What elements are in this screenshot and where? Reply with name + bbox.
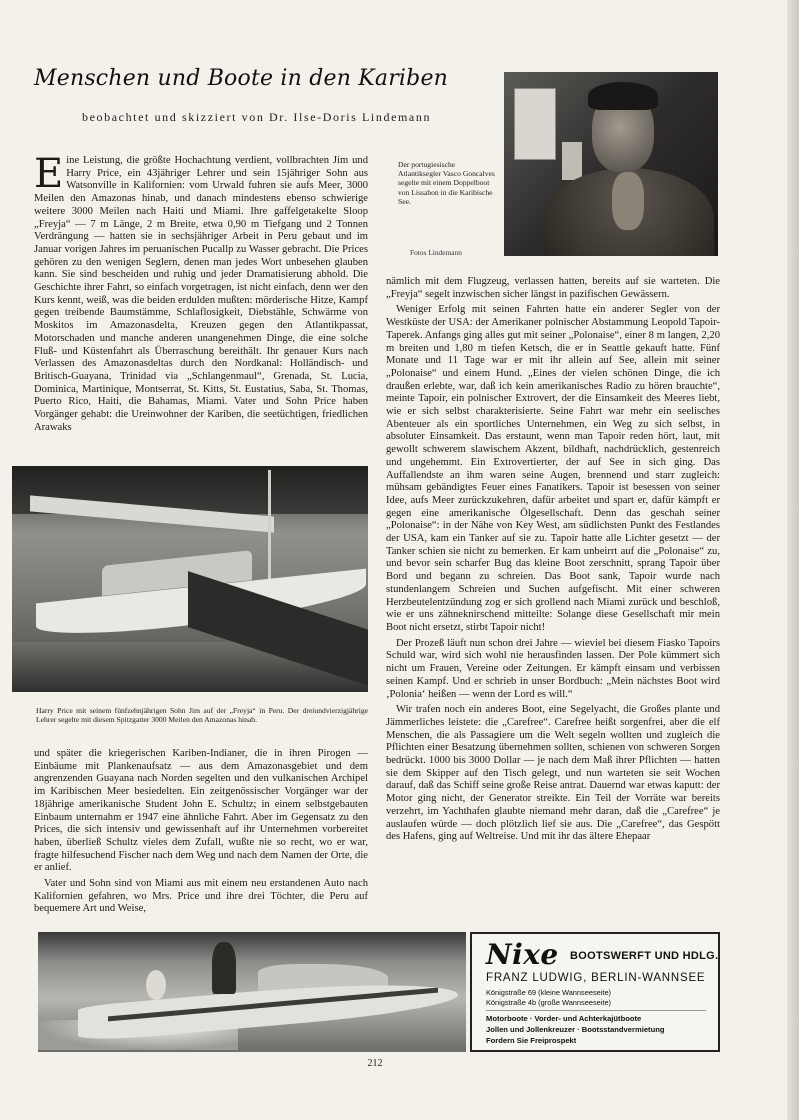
column-1-top (34, 155, 368, 463)
photo-passenger (146, 970, 166, 1000)
photo-helmsman (212, 942, 236, 994)
sailboat-photo (12, 466, 368, 692)
ad-offer: Motorboote · Vorder- und Achterkajütboote (486, 1014, 642, 1023)
ad-brand: Nixe (486, 938, 559, 971)
column-2 (386, 276, 720, 928)
page-edge (787, 0, 799, 1120)
sailboat-caption: Harry Price mit seinem fünfzehnjährigen Sohn Jim auf der „Freyja“ in Peru. Der dreiundvierzigjährige Lehrer segelte mit diesem Spitzgatter 3000 Meilen den Amazonas hinab. (36, 706, 368, 725)
ad-address: Königstraße 4b (große Wannseeseite) (486, 998, 612, 1007)
ad-offer: Jollen und Jollenkreuzer · Bootsstandvermietung (486, 1025, 665, 1034)
photo-credit: Fotos Lindemann (410, 248, 462, 257)
photo-poster (514, 88, 556, 160)
ad-address: Königstraße 69 (kleine Wannseeseite) (486, 988, 612, 997)
paragraph: Vater und Sohn sind von Miami aus mit einem neu erstandenen Auto nach Kalifornien gefahren, wo Mrs. Price und ihre drei Töchter, die Peru auf bequemere Art und Weise, (34, 878, 368, 915)
photo-hand (612, 172, 644, 230)
advertisement (470, 932, 720, 1052)
ad-call-to-action: Fordern Sie Freiprospekt (486, 1036, 577, 1045)
motorboat-photo (38, 932, 466, 1052)
page-number: 212 (367, 1058, 383, 1069)
ad-brand-subtitle: BOOTSWERFT UND HDLG. (570, 950, 719, 962)
paragraph: und später die kriegerischen Kariben-Indianer, die in ihren Pirogen — Einbäume mit Plankenaufsatz — aus dem Amazonasgebiet und dem angrenzenden Guayana nach Norden segelten und den vulkanischen Archipel im Karibischen Meer besiedelten. Ein zeitgenössischer Vorgänger war der 18jährige amerikanische Student John E. Schultz; in einem selbstgebauten Einbaum unternahm er 1947 eine ähnliche Fahrt. Aber im Gegensatz zu den Prices, die sich intensiv und gewissenhaft auf ihr Unternehmen vorbereitet haben, überließ Schultz vieles dem Zufall, wußte nie so recht, wo er war, fragte hilfesuchend Fischer nach dem Weg und nach dem Namen der Orte, die er anlief. (34, 748, 368, 874)
portrait-photo (504, 72, 718, 256)
paragraph: Wir trafen noch ein anderes Boot, eine Segelyacht, die Großes plante und Jämmerliches leistete: die „Carefree“. Carefree heißt sorgenfrei, aber die elf Menschen, die als Passagiere um die Welt segeln wollten und zugleich die Pflichten einer Besatzung übernehmen sollten, schienen von schweren Sorgen bedrückt. 1000 bis 3000 Dollar — je nach dem Maß ihrer Pflichten — hatten sie dem Skipper auf den Tisch gelegt, und nun warteten sie seit Wochen darauf, daß das Schiff seine große Reise antrat. Dauernd war etwas kaputt: der Motor ging nicht, der Generator streikte. Ein Teil der Vorräte war bereits verzehrt, im Yachthafen glaubte niemand mehr daran, daß die „Carefree“ je auslaufen würde — doch plötzlich lief sie aus. Die „Carefree“, das Gespött des Hafens, ging auf Weltreise. Und mit ihr das ältere Ehepaar (386, 704, 720, 843)
paragraph-lead (34, 155, 368, 434)
lead-text: ine Leistung, die größte Hochachtung verdient, vollbrachten Jim und Harry Price, ein 43jähriger Lehrer und sein 15jähriger Sohn aus Watsonville in Kalifornien: vom Urwald fuhren sie aufs Meer, 3000 Meilen den Amazonas hinab, und danach mindestens ebenso schwierige weitere 3000 Meilen nach Haiti und Miami. Ihre gaffelgetakelte Sloop „Freyja“ — 7 m Länge, 2 m Breite, etwa 0,90 m Tiefgang und 2 Tonnen Verdrängung — hatten sie in sechsjähriger Arbeit in Peru gebaut und im Januar vorigen Jahres im peruanischen Pucallp zu Wasser gebracht. Die Prices gehören zu den wenigen Seglern, denen man jedes Wort unbesehen glauben kann. Sie sind bescheiden und ruhig und jeder Dramatisierung abhold. Die Geschichte ihrer Fahrt, so einfach vorgetragen, ist nicht einfach, denn wer den Kurs kennt, weiß, was die beiden erdulden mußten: mörderische Hitze, Kampf gegen treibende Baumstämme, Schlaflosigkeit, Diebstähle, Schwärme von Moskitos im Amazonasdelta, Kreuzen gegen den Atlantikpassat, Motorschaden und manche anderen unangenehmen Dinge, die eine solche Fluß- und Küstenfahrt als Überraschung bereithält. Ihr genauer Kurs nach Verlassen des Amazonasdeltas durch den Nordkanal: Holländisch- und Britisch-Guayana, Trinidad via „Schlangenmaul“, Grenada, St. Lucia, Dominica, Martinique, Montserrat, St. Kitts, St. Eustatius, Saba, St. Thomas, Puerto Rico, Haiti, die Bahamas, Miami. Vater und Sohn Price haben Vorgänger gehabt: die Ureinwohner der Kariben, die seetüchtigen, friedlichen Arawaks (34, 155, 368, 433)
paragraph: Weniger Erfolg mit seinen Fahrten hatte ein anderer Segler von der Westküste der USA: der Amerikaner polnischer Abstammung Leopold Tapoir-Taperek. Anfangs ging alles gut mit seiner „Polonaise“, einer 8 m langen, 2,20 m breiten und 1,80 m tiefen Ketsch, die er in Seattle gekauft hatte. Fünf Monate und 11 Tage war er mit ihr allein auf See, allein mit seiner „Polonaise“ und einem Hund. „Eines der vielen schönen Dinge, die ich draußen erlebte, war, daß ich kein amerikanisches Radio zu hören brauchte“, meinte Tapoir, ein polnischer Extrovert, der die Einsamkeit des Meeres liebt, wie er sich selbst charakterisierte. Seine Fahrt war mehr ein seelisches Abenteuer als ein sportliches Unternehmen, ein Weg zu sich selbst, in absoluter Einsamkeit. Das erstaunt, wenn man Tapoir reden hört, laut, mit gewollt schwerem slawischem Akzent, bildhaft, nachdrücklich, gestenreich und ungehemmt. Ein Extrovertierter, der auf See in sich ging. Das Auffallendste an ihm waren seine Augen, brennend und starr zugleich: mühsam gebändigtes Feuer eines Fanatikers. Tapoir ist besessen von seiner Idee, aufs Meer zurückzukehren, dafür arbeitet und spart er, dafür kämpft er gegen eine amerikanische Ölgesellschaft. Denn das geschah seiner „Polonaise“: in der Nähe von Key West, am südlichsten Punkt des Festlandes der USA, kam ein Tanker auf sie zu. Tapoir hatte alle Lichter gesetzt — der Tanker schien sie nicht zu bemerken. Er kam unbeirrt auf die „Polonaise“ zu, und bevor sein scharfer Bug das kleine Boot zerschnitt, sprang Tapoir über Bord und begann zu schreien. Das Boot sank, Tapoir wurde nach stundenlangem Schreien und Suchen aufgefischt. Mit einer schweren Herzbeutelentzündung zog er sich grollend nach Miami zurück und beschloß, wie er uns zähneknirschend mitteilte: Solange diese Gesellschaft mir mein Boot nicht ersetzt, stirbt Tapoir nicht! (386, 304, 720, 633)
portrait-caption: Der portugiesische Atlantiksegler Vasco Goncalves segelte mit einem Doppelboot von Lissabon in die Karibische See. (398, 160, 495, 206)
drop-cap: E (34, 155, 64, 197)
article-title: Menschen und Boote in den Kariben (34, 66, 449, 91)
paragraph: nämlich mit dem Flugzeug, verlassen hatten, bereits auf sie warteten. Die „Freyja“ segelt inzwischen sicher längst in pazifischen Gewässern. (386, 276, 720, 300)
ad-firm: FRANZ LUDWIG, BERLIN-WANNSEE (486, 972, 706, 984)
paragraph: Der Prozeß läuft nun schon drei Jahre — wieviel bei diesem Fiasko Tapoirs Schuld war, wird sich wohl nie herausfinden lassen. Der Pole kümmert sich nicht um Frauen, Vereine oder Zeitungen. Er kämpft einsam und verbissen seinen Kampf. Und er schrieb in unser Bordbuch: „Mein nächstes Boot wird ‚Polonia‘ heißen — wenn der Lord es will.“ (386, 637, 720, 700)
ad-divider (486, 1010, 706, 1011)
article-byline: beobachtet und skizziert von Dr. Ilse-Doris Lindemann (82, 110, 432, 124)
photo-hair (588, 82, 658, 110)
column-1-bottom (34, 748, 368, 928)
photo-poster-small (562, 142, 582, 180)
